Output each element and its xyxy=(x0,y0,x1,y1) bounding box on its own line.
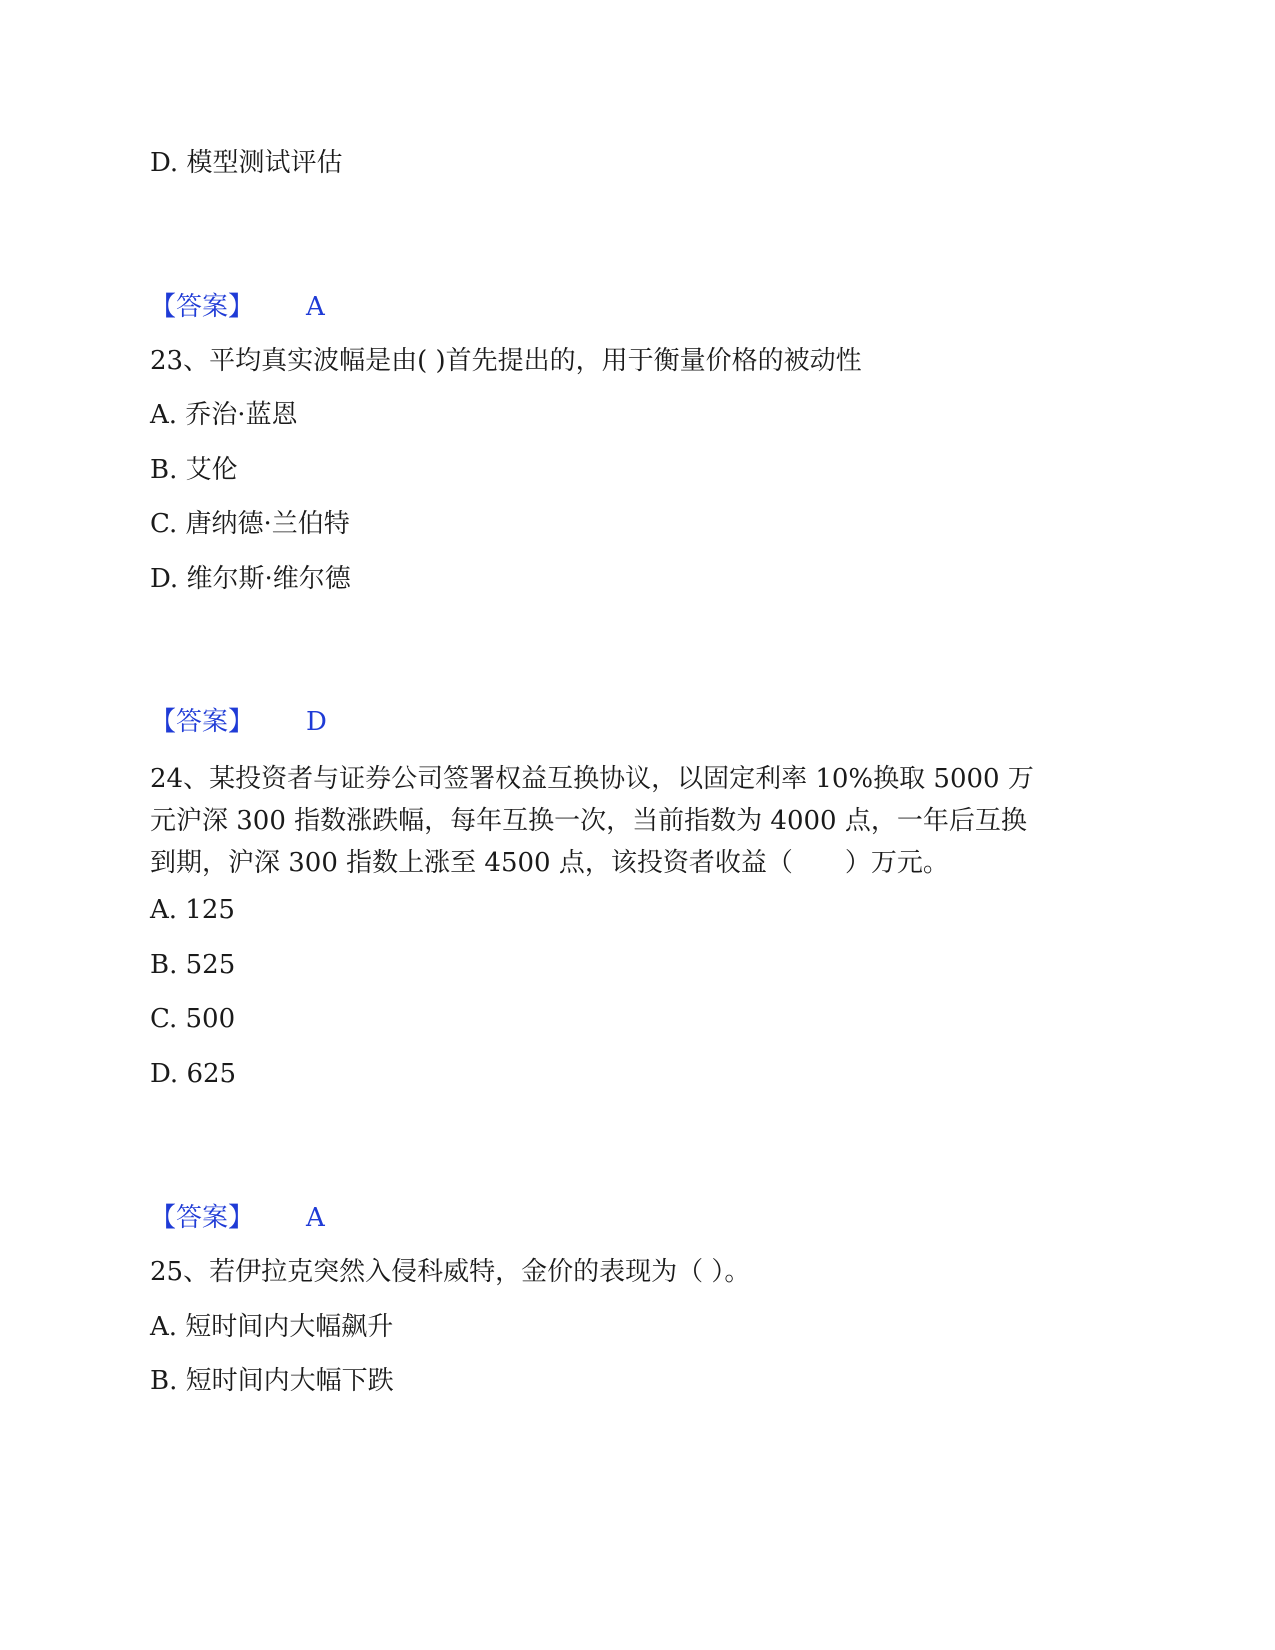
q23-option-b: B. 艾伦 xyxy=(150,455,238,485)
q23-stem: 23、平均真实波幅是由( )首先提出的，用于衡量价格的被动性 xyxy=(150,346,862,376)
answer-value: A xyxy=(306,292,325,322)
q24-option-b: B. 525 xyxy=(150,950,236,980)
q24-option-a: A. 125 xyxy=(150,895,235,925)
q23-option-d: D. 维尔斯·维尔德 xyxy=(150,564,351,594)
q24-answer xyxy=(150,1203,325,1233)
q24-option-c: C. 500 xyxy=(150,1004,236,1034)
q24-stem xyxy=(150,758,1034,884)
q22-option-d: D. 模型测试评估 xyxy=(150,148,343,178)
q24-stem-line-2: 元沪深 300 指数涨跌幅，每年互换一次，当前指数为 4000 点，一年后互换 xyxy=(150,806,1027,836)
q22-answer xyxy=(150,292,325,322)
answer-label: 【答案】 xyxy=(150,707,255,737)
q25-option-b: B. 短时间内大幅下跌 xyxy=(150,1366,394,1396)
q24-option-d: D. 625 xyxy=(150,1059,237,1089)
answer-label: 【答案】 xyxy=(150,1203,255,1233)
q24-stem-line-1: 24、某投资者与证券公司签署权益互换协议，以固定利率 10%换取 5000 万 xyxy=(150,764,1034,794)
q24-stem-line-3: 到期，沪深 300 指数上涨至 4500 点，该投资者收益（ ）万元。 xyxy=(150,848,949,878)
answer-value: D xyxy=(306,707,327,737)
q25-option-a: A. 短时间内大幅飙升 xyxy=(150,1312,394,1342)
q23-option-a: A. 乔治·蓝恩 xyxy=(150,400,298,430)
q23-option-c: C. 唐纳德·兰伯特 xyxy=(150,509,350,539)
q23-answer xyxy=(150,707,327,737)
q25-stem: 25、若伊拉克突然入侵科威特，金价的表现为（ ）。 xyxy=(150,1257,751,1287)
answer-label: 【答案】 xyxy=(150,292,255,322)
answer-value: A xyxy=(306,1203,325,1233)
